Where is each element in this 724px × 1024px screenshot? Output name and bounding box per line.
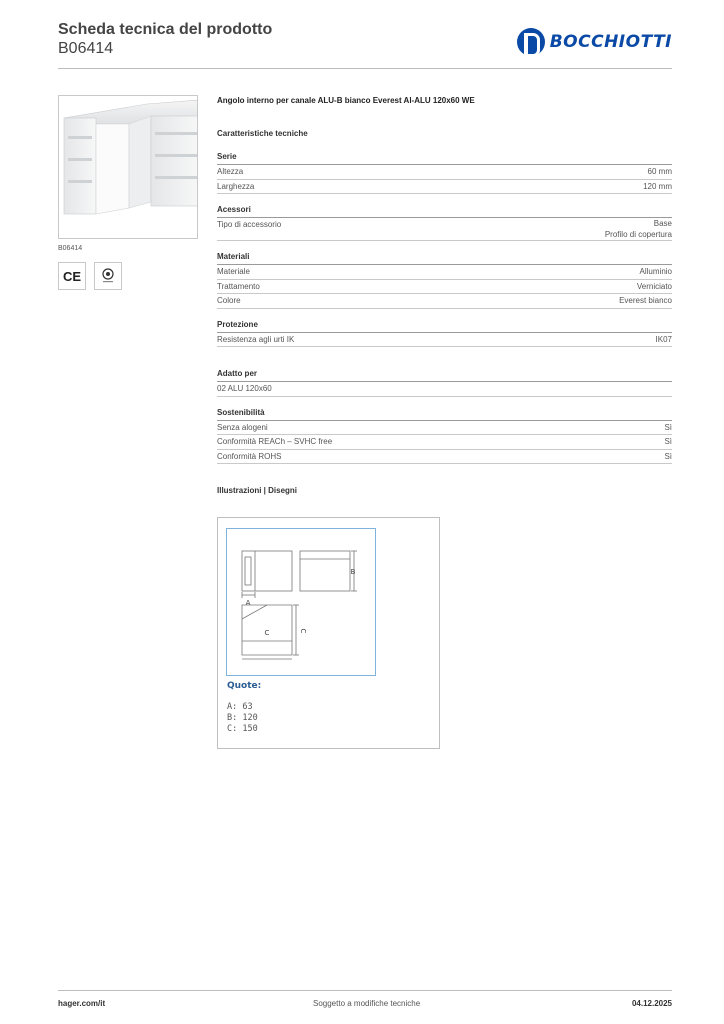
section-title: Adatto per (217, 369, 672, 382)
section-materiali (217, 252, 672, 309)
spec-row (217, 333, 672, 348)
section-title: Protezione (217, 320, 672, 333)
quote-value-c: C: 150 (227, 724, 258, 734)
section-protezione (217, 320, 672, 348)
ce-mark-icon: CE (58, 262, 86, 290)
spec-row (217, 382, 672, 397)
document-title: Scheda tecnica del prodotto (58, 21, 273, 38)
brand-logo (517, 28, 672, 56)
spec-label: Conformità ROHS (217, 451, 282, 461)
spec-row (217, 265, 672, 280)
spec-row (217, 294, 672, 309)
spec-value: Sì (664, 422, 672, 432)
spec-row (217, 280, 672, 295)
spec-label: 02 ALU 120x60 (217, 384, 272, 393)
header-divider (58, 68, 672, 69)
footer-divider (58, 990, 672, 991)
spec-label: Resistenza agli urti IK (217, 334, 295, 344)
technical-drawing (217, 517, 440, 749)
spec-label: Larghezza (217, 181, 255, 191)
spec-label: Materiale (217, 267, 250, 276)
certification-marks (58, 262, 198, 290)
spec-value: Everest bianco (619, 296, 672, 305)
spec-value: Base (653, 219, 672, 228)
spec-label: Altezza (217, 167, 244, 176)
section-title: Serie (217, 152, 672, 165)
dimension-label-b: B (350, 568, 356, 576)
footer-disclaimer: Soggetto a modifiche tecniche (313, 999, 421, 1008)
brand-logo-text: BOCCHIOTTI (549, 32, 672, 52)
page-header (58, 20, 672, 70)
spec-value: Verniciato (636, 281, 672, 291)
section-adatto-per (217, 369, 672, 397)
quality-mark-icon (94, 262, 122, 290)
spec-value: Alluminio (639, 267, 672, 276)
section-title: Sostenibilità (217, 408, 672, 421)
spec-value: Profilo di copertura (604, 230, 672, 239)
spec-label: Senza alogeni (217, 422, 268, 432)
dimension-label-c-vertical: C (299, 628, 307, 634)
product-photo-image (59, 96, 198, 239)
spec-row (217, 450, 672, 465)
footer-date: 04.12.2025 (631, 999, 672, 1008)
quote-value-b: B: 120 (227, 713, 258, 723)
spec-value: 120 mm (643, 181, 672, 191)
illustrations-title: Illustrazioni | Disegni (217, 486, 298, 495)
spec-label: Colore (217, 296, 241, 305)
spec-value: Sì (664, 437, 672, 446)
spec-label: Trattamento (217, 281, 260, 291)
product-photo (58, 95, 198, 239)
section-title: Acessori (217, 205, 672, 218)
spec-value: IK07 (655, 334, 672, 344)
specifications-column (217, 95, 672, 495)
brand-logo-icon (517, 28, 545, 56)
quote-value-a: A: 63 (227, 702, 253, 712)
product-image-column (58, 95, 198, 290)
spec-row (217, 218, 672, 241)
product-name: Angolo interno per canale ALU-B bianco Everest Al-ALU 120x60 WE (217, 96, 475, 105)
spec-row (217, 421, 672, 436)
spec-row (217, 165, 672, 180)
section-title: Materiali (217, 252, 672, 265)
footer-website: hager.com/it (58, 999, 106, 1008)
spec-value-list (605, 218, 672, 240)
dimension-label-c: C (264, 629, 270, 637)
spec-row (217, 435, 672, 450)
drawing-frame (226, 528, 376, 676)
section-accessori (217, 205, 672, 241)
dimension-label-a: A (245, 599, 251, 607)
dimension-drawing (227, 529, 375, 675)
document-code: B06414 (58, 40, 114, 57)
quotes-title: Quote: (227, 681, 262, 691)
photo-caption-code: B06414 (58, 245, 83, 252)
section-sostenibilita (217, 408, 672, 465)
spec-label: Tipo di accessorio (217, 220, 282, 229)
spec-value: Sì (664, 451, 672, 461)
spec-label: Conformità REACh – SVHC free (217, 437, 333, 446)
spec-value: 60 mm (647, 167, 672, 176)
technical-characteristics-title: Caratteristiche tecniche (217, 129, 308, 138)
section-serie (217, 152, 672, 194)
spec-row (217, 180, 672, 195)
